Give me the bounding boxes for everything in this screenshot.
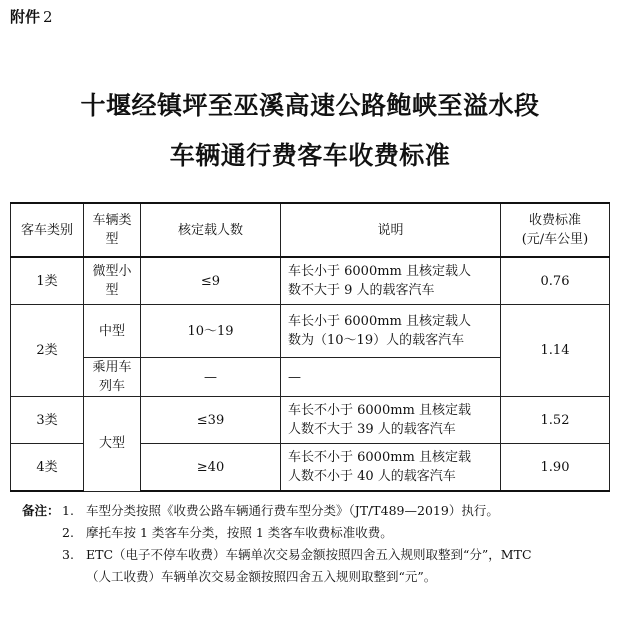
note-item: 2. 摩托车按 1 类客车分类，按照 1 类客车收费标准收费。 [62, 525, 393, 540]
cell-vehicle-type: 大型 [84, 397, 141, 492]
table-row [11, 397, 610, 444]
cell-description: 车长不小于 6000mm 且核定载 人数不小于 40 人的载客汽车 [281, 444, 501, 492]
cell-description: 车长小于 6000mm 且核定载人 数不大于 9 人的载客汽车 [281, 257, 501, 305]
cell-capacity: ≥40 [141, 444, 281, 492]
header-capacity: 核定载人数 [141, 203, 281, 257]
cell-capacity: ≤9 [141, 257, 281, 305]
note-item: 备注： 1. 车型分类按照《收费公路车辆通行费车型分类》（JT/T489—2019）执行。 [22, 500, 614, 522]
table-row [11, 305, 610, 358]
notes [22, 500, 614, 588]
cell-description: — [281, 358, 501, 397]
cell-category: 3类 [11, 397, 84, 444]
cell-fee: 0.76 [501, 257, 610, 305]
header-category: 客车类别 [11, 203, 84, 257]
cell-vehicle-type: 乘用车列车 [84, 358, 141, 397]
cell-vehicle-type: 中型 [84, 305, 141, 358]
notes-label: 备注： [22, 503, 60, 518]
cell-category: 1类 [11, 257, 84, 305]
cell-vehicle-type: 微型小型 [84, 257, 141, 305]
cell-capacity: ≤39 [141, 397, 281, 444]
cell-capacity: 10～19 [141, 305, 281, 358]
attachment-label: 附件 2 [10, 8, 53, 26]
fee-standard-table [10, 202, 610, 492]
cell-capacity: — [141, 358, 281, 397]
cell-fee: 1.14 [501, 305, 610, 397]
table-row [11, 257, 610, 305]
header-vehicle-type: 车辆类型 [84, 203, 141, 257]
header-fee: 收费标准 (元/车公里) [501, 203, 610, 257]
document-title-line2: 车辆通行费客车收费标准 [169, 141, 451, 170]
cell-category: 4类 [11, 444, 84, 492]
note-continuation: （人工收费）车辆单次交易金额按照四舍五入规则取整到“元”。 [86, 569, 437, 584]
header-description: 说明 [281, 203, 501, 257]
note-item: 3. ETC（电子不停车收费）车辆单次交易金额按照四舍五入规则取整到“分”，MTC [62, 547, 532, 562]
cell-fee: 1.90 [501, 444, 610, 492]
document-title-line1: 十堰经镇坪至巫溪高速公路鲍峡至溢水段 [80, 91, 540, 120]
table-header-row [11, 203, 610, 257]
cell-fee: 1.52 [501, 397, 610, 444]
cell-description: 车长不小于 6000mm 且核定载 人数不大于 39 人的载客汽车 [281, 397, 501, 444]
cell-category: 2类 [11, 305, 84, 397]
cell-description: 车长小于 6000mm 且核定载人 数为（10～19）人的载客汽车 [281, 305, 501, 358]
